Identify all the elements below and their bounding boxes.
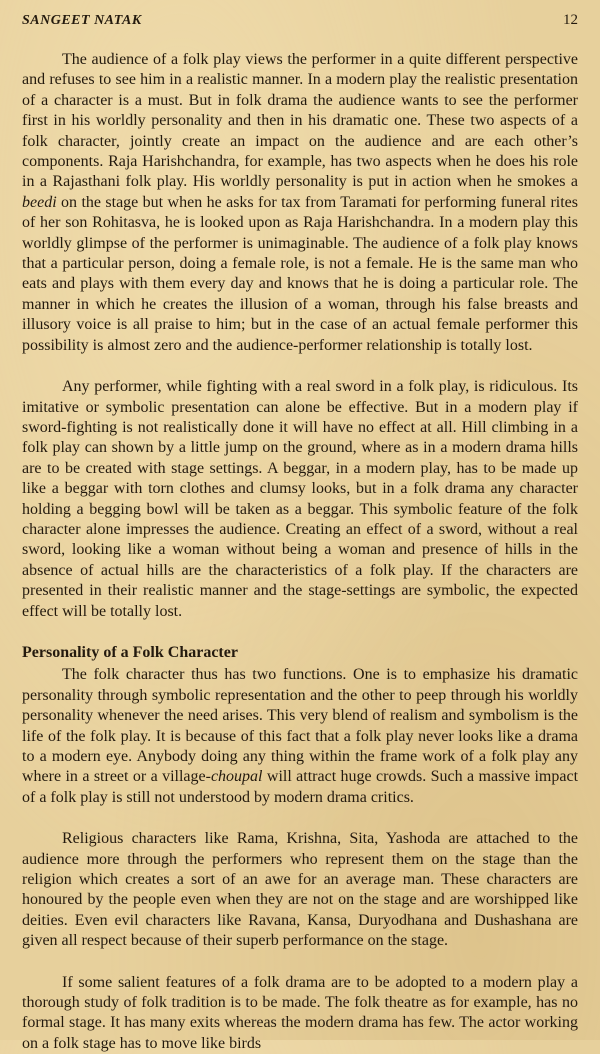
page-number: 12 <box>563 12 578 28</box>
paragraph-3 <box>22 665 578 808</box>
paragraph-3-text: The folk character thus has two functions. One is to emphasize his dramatic personality through symbolic representation and the other to peep through his worldly personality whenever the need arises. This very blend of realism and symbolism is the life of the folk play. It is because of this fact that a folk play never looks like a drama to a modern eye. Anybody doing any thing within the frame work of a folk play any where in a street or a village- <box>22 666 578 786</box>
paragraph-4: Religious characters like Rama, Krishna, Sita, Yashoda are attached to the audience more through the performers who represent them on the stage than the religion which creates a sort of an awe for an average man. These characters are honoured by the people even when they are not on the stage and are worshipped like deities. Even evil characters like Ravana, Kansa, Duryodhana and Dushashana are given all respect because of their superb performance on the stage. <box>22 830 578 950</box>
paragraph-5: If some salient features of a folk drama are to be adopted to a modern play a thorough study of folk tradition is to be made. The folk theatre as for example, has no formal stage. It has many exits whereas the modern drama has few. The actor working on a folk stage has to move like birds <box>22 973 578 1052</box>
page-header <box>22 12 578 29</box>
paragraph-2: Any performer, while fighting with a real sword in a folk play, is ridiculous. Its imitative or symbolic presentation can alone be effective. But in a modern play if sword-fighting is not realistically done it will have no effect at all. Hill climbing in a folk play can shown by a little jump on the ground, where as in a modern drama hills are to be created with stage settings. A beggar, in a modern play, has to be made up like a beggar with torn clothes and clumsy looks, but in a folk drama any character holding a begging bowl will be taken as a beggar. This symbolic feature of the folk character alone impresses the audience. Creating an effect of a sword, without a real sword, looking like a woman without being a woman and presence of hills in the absence of actual hills are the characteristics of a folk play. If the characters are presented in their realistic manner and the stage-settings are symbolic, the expected effect will be totally lost. <box>22 378 578 620</box>
italic-term-beedi: beedi <box>22 193 57 211</box>
section-heading: Personality of a Folk Character <box>22 643 238 661</box>
running-head: SANGEET NATAK <box>22 13 142 28</box>
paragraph-1 <box>22 50 578 356</box>
italic-term-choupal: choupal <box>210 768 263 786</box>
body-text <box>22 50 578 1054</box>
paragraph-3-text-cont: will attract huge crowds. Such a massive impact of a folk play is still not understood by modern drama critics. <box>22 768 579 806</box>
paragraph-1-text-cont: on the stage but when he asks for tax from Taramati for performing funeral rites of her son Rohitasva, he is looked upon as Raja Harishchandra. In a modern play this worldly glimpse of the performer is unimaginable. The audience of a folk play knows that a particular person, doing a female role, is not a female. He is the same man who eats and plays with them every day and knows that he is doing a particular role. The manner in which he creates the illusion of a woman, through his false breasts and illusory voice is all praise to him; but in the case of an actual female performer this possibility is almost zero and the audience-performer relationship is totally lost. <box>22 193 578 354</box>
paragraph-1-text: The audience of a folk play views the performer in a quite different perspective and refuses to see him in a realistic manner. In a modern play the realistic presentation of a character is a must. But in folk drama the audience wants to see the performer first in his worldly personality and then in his dramatic one. These two aspects of a folk character, jointly create an impact on the audience and are each other’s components. Raja Harishchandra, for example, has two aspects when he does his role in a Rajasthani folk play. His worldly personality is put in action when he smokes a <box>22 51 578 191</box>
